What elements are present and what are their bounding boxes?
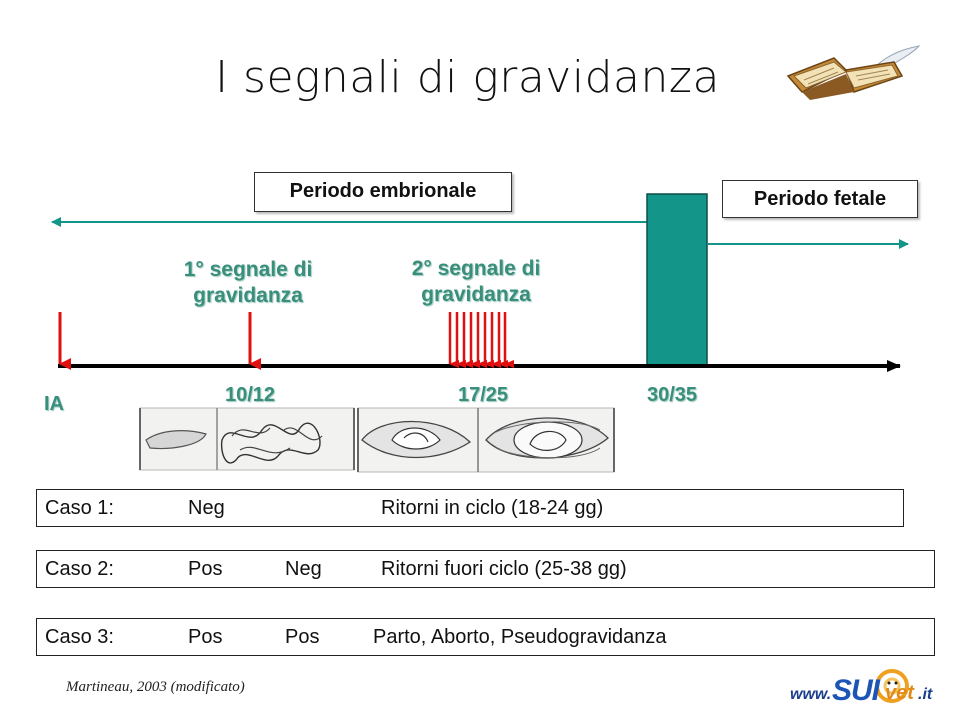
case-2-test1: Pos bbox=[188, 558, 223, 580]
second-signal-arrows bbox=[450, 312, 505, 364]
case-3-test1: Pos bbox=[188, 626, 223, 648]
logo-www: www. bbox=[790, 686, 832, 703]
case-2-test2: Neg bbox=[285, 558, 322, 580]
timeline-mark-30-35: 30/35 bbox=[647, 384, 698, 406]
logo-vet: vet bbox=[885, 682, 914, 704]
embryo-illustration-left bbox=[140, 408, 354, 470]
first-signal-line1: 1° segnale di bbox=[183, 258, 313, 281]
timeline-mark-10-12: 10/12 bbox=[225, 384, 276, 406]
case-row-2 bbox=[36, 550, 935, 588]
embryo-illustration-right bbox=[358, 408, 614, 472]
case-2-outcome: Ritorni fuori ciclo (25-38 gg) bbox=[381, 558, 627, 580]
fetal-period-text: Periodo fetale bbox=[753, 188, 887, 210]
second-signal-line2: gravidanza bbox=[421, 283, 531, 306]
case-row-1 bbox=[36, 489, 904, 527]
logo-brand: SUI bbox=[832, 674, 880, 707]
first-signal-line2: gravidanza bbox=[193, 284, 303, 307]
second-signal-label bbox=[378, 256, 574, 308]
slide-title: I segnali di gravidanza bbox=[215, 52, 720, 103]
case-3-name: Caso 3: bbox=[45, 626, 114, 648]
fetal-transition-block bbox=[647, 194, 707, 366]
case-1-outcome: Ritorni in ciclo (18-24 gg) bbox=[381, 497, 604, 519]
embryonic-period-text: Periodo embrionale bbox=[289, 180, 477, 202]
case-2-name: Caso 2: bbox=[45, 558, 114, 580]
first-signal-label bbox=[150, 257, 346, 309]
suivet-logo bbox=[790, 672, 945, 712]
case-3-outcome: Parto, Aborto, Pseudogravidanza bbox=[373, 626, 667, 648]
case-1-test1: Neg bbox=[188, 497, 225, 519]
logo-tld: .it bbox=[918, 686, 933, 703]
timeline-mark-17-25: 17/25 bbox=[458, 384, 509, 406]
second-signal-line1: 2° segnale di bbox=[411, 257, 541, 280]
case-row-3 bbox=[36, 618, 935, 656]
case-1-name: Caso 1: bbox=[45, 497, 114, 519]
source-citation: Martineau, 2003 (modificato) bbox=[66, 679, 245, 695]
timeline-start-label: IA bbox=[44, 393, 64, 415]
case-3-test2: Pos bbox=[285, 626, 320, 648]
